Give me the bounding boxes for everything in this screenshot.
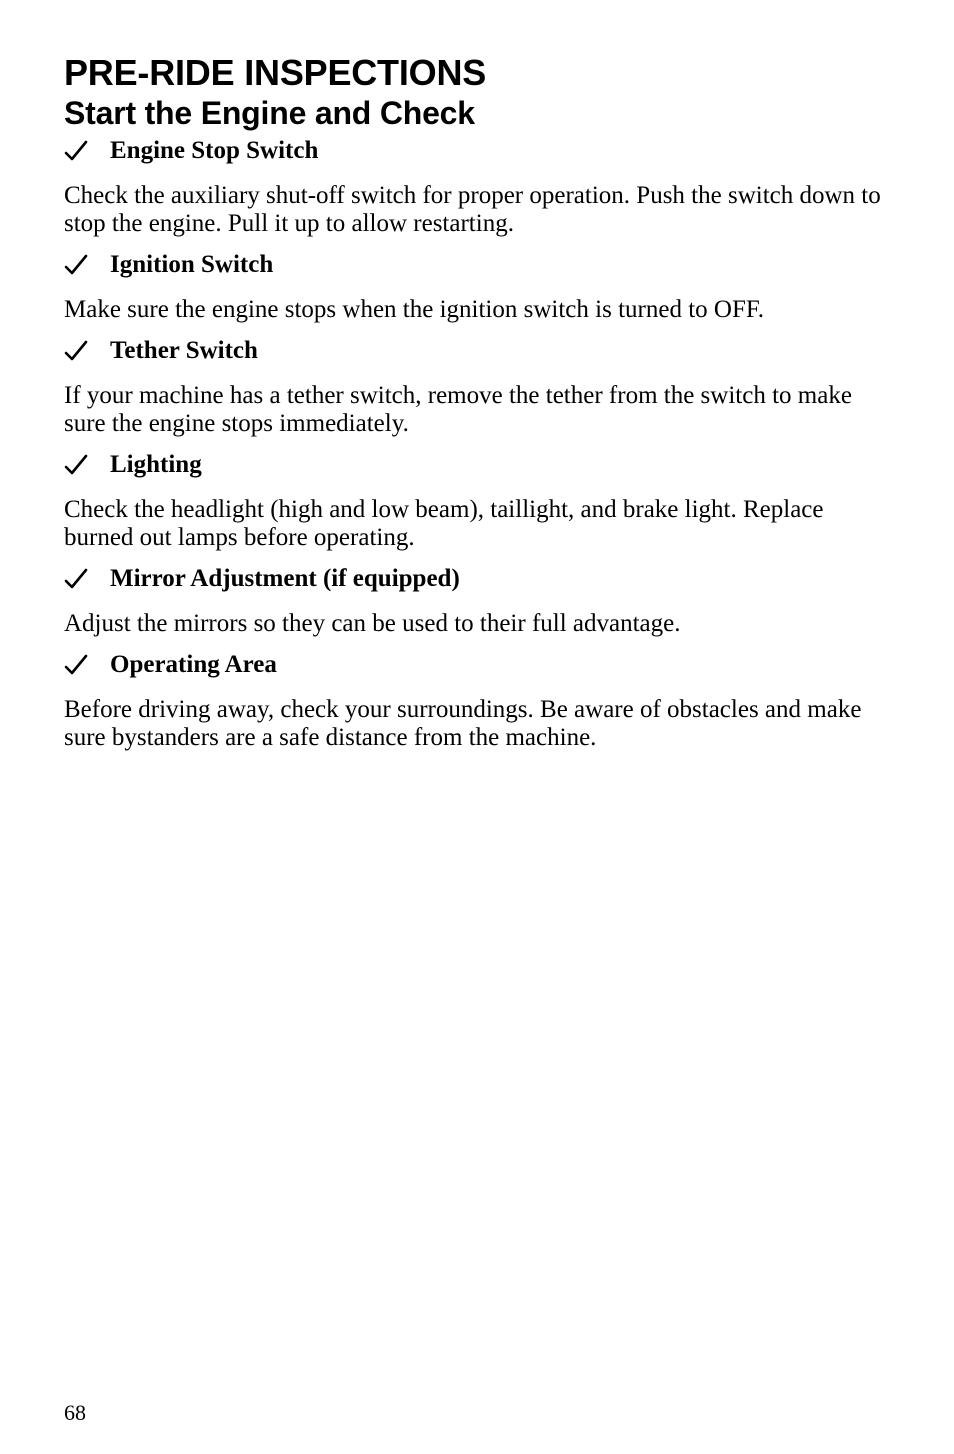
checklist-item-title: Engine Stop Switch xyxy=(110,137,319,164)
checklist-item-title: Operating Area xyxy=(110,651,277,678)
checklist-item-text: Adjust the mirrors so they can be used to their full advantage. xyxy=(64,610,681,637)
checklist-item-text: If your machine has a tether switch, remove the tether from the switch to make sure the engine stops immediately. xyxy=(64,382,852,437)
checkmark-icon xyxy=(64,454,88,476)
checklist-item-engine-stop-switch xyxy=(64,136,884,238)
checklist-item-lighting xyxy=(64,450,884,552)
checklist-item-heading xyxy=(64,450,884,480)
page-number: 68 xyxy=(64,1400,86,1425)
checklist-item-heading xyxy=(64,336,884,366)
checkmark-icon xyxy=(64,140,88,162)
page-title: PRE-RIDE INSPECTIONS xyxy=(64,52,487,93)
checkmark-icon xyxy=(64,340,88,362)
section-subtitle: Start the Engine and Check xyxy=(64,95,475,131)
checklist-item-title: Lighting xyxy=(110,451,202,478)
checklist-item-heading xyxy=(64,564,884,594)
checklist-item-mirror-adjustment xyxy=(64,564,884,638)
manual-page xyxy=(64,52,884,764)
checklist-item-text: Check the auxiliary shut-off switch for proper operation. Push the switch down to stop the engine. Pull it up to allow restarting. xyxy=(64,182,881,237)
checklist-item-heading xyxy=(64,650,884,680)
checklist-item-operating-area xyxy=(64,650,884,752)
checkmark-icon xyxy=(64,654,88,676)
checklist-item-heading xyxy=(64,250,884,280)
checklist-item-heading xyxy=(64,136,884,166)
checklist-item-title: Ignition Switch xyxy=(110,251,274,278)
checklist-item-title: Tether Switch xyxy=(110,337,258,364)
checklist-item-text: Make sure the engine stops when the ignition switch is turned to OFF. xyxy=(64,296,764,323)
checklist-item-text: Before driving away, check your surroundings. Be aware of obstacles and make sure bystanders are a safe distance from the machine. xyxy=(64,696,862,751)
checkmark-icon xyxy=(64,568,88,590)
checklist-item-ignition-switch xyxy=(64,250,884,324)
checklist xyxy=(64,136,884,752)
checkmark-icon xyxy=(64,254,88,276)
checklist-item-title: Mirror Adjustment (if equipped) xyxy=(110,565,460,592)
checklist-item-text: Check the headlight (high and low beam), taillight, and brake light. Replace burned out lamps before operating. xyxy=(64,496,824,551)
checklist-item-tether-switch xyxy=(64,336,884,438)
